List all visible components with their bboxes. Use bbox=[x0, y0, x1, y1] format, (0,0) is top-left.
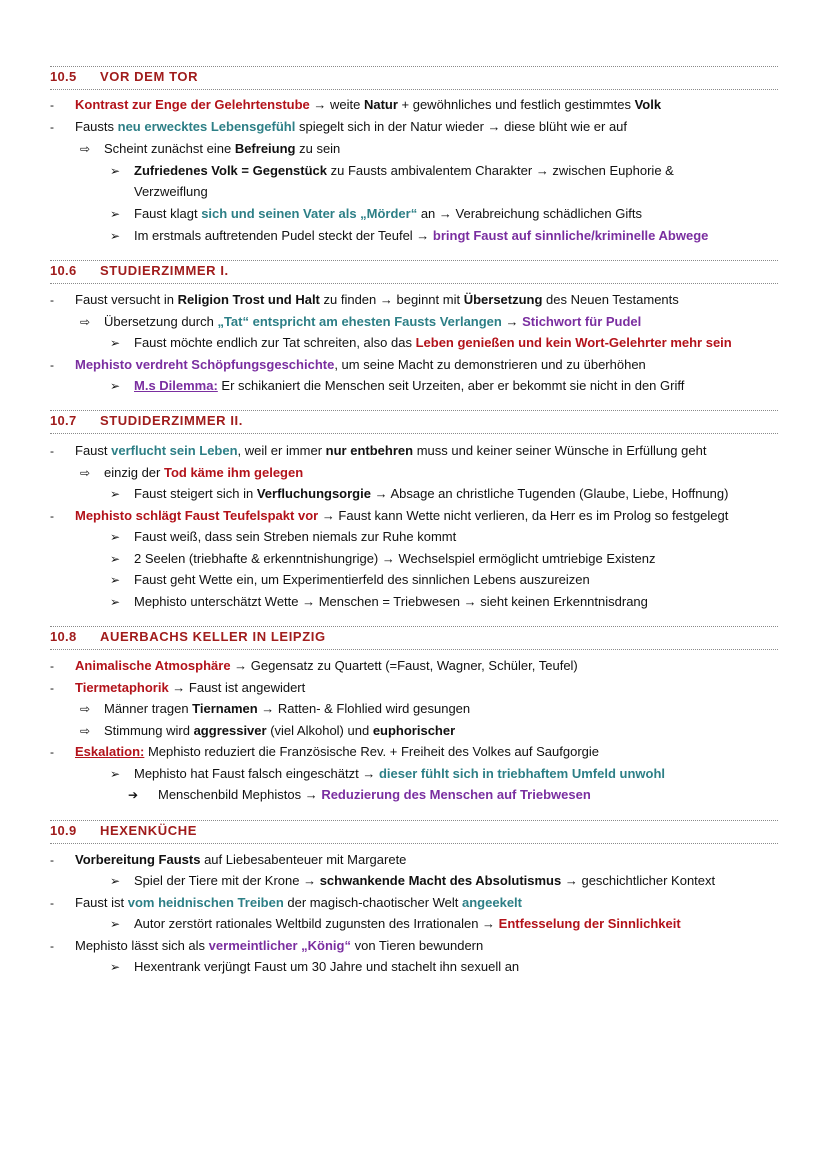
note-text: „Tat“ entspricht am ehesten Fausts Verlangen bbox=[217, 314, 502, 329]
note-text: Tiermetaphorik bbox=[75, 680, 169, 695]
arrowhead-bullet-icon: ➢ bbox=[110, 530, 121, 544]
note-text: Animalische Atmosphäre bbox=[75, 658, 231, 673]
note-text: Religion Trost und Halt bbox=[177, 292, 320, 307]
arrowhead-bullet-icon: ➢ bbox=[110, 874, 121, 888]
note-text: Männer tragen bbox=[104, 701, 193, 716]
note-text: Mephisto schlägt Faust Teufelspakt vor bbox=[75, 508, 319, 523]
note-line bbox=[50, 291, 679, 309]
arrow-bullet-icon: ⇨ bbox=[80, 315, 91, 329]
section-title: AUERBACHS KELLER IN LEIPZIG bbox=[100, 629, 326, 644]
section-number: 10.5 bbox=[50, 69, 77, 84]
note-text: sich und seinen Vater als „Mörder“ bbox=[201, 206, 418, 221]
note-text: Verzweiflung bbox=[134, 184, 208, 199]
note-text: Volk bbox=[634, 97, 662, 112]
note-text: schwankende Macht des Absolutismus bbox=[319, 873, 562, 888]
dash-bullet: - bbox=[50, 293, 54, 307]
section-heading bbox=[50, 626, 778, 650]
note-text: vermeintlicher „König“ bbox=[208, 938, 351, 953]
note-text: → Absage an christliche Tugenden (Glaube, Liebe, Hoffnung) bbox=[370, 486, 729, 501]
note-text: Faust steigert sich in bbox=[134, 486, 257, 501]
note-text: M.s Dilemma: bbox=[134, 378, 218, 393]
note-text: Autor zerstört rationales Weltbild zugunsten des Irrationalen → bbox=[134, 916, 499, 931]
dash-bullet: - bbox=[50, 98, 54, 112]
note-text: auf Liebesabenteuer mit Margarete bbox=[200, 852, 407, 867]
note-text: Vorbereitung Fausts bbox=[75, 852, 201, 867]
dash-bullet: - bbox=[50, 120, 54, 134]
section-title: HEXENKÜCHE bbox=[100, 823, 198, 838]
dash-bullet: - bbox=[50, 659, 54, 673]
note-text: + gewöhnliches und festlich gestimmtes bbox=[397, 97, 635, 112]
note-line bbox=[50, 96, 662, 114]
note-text: nur entbehren bbox=[325, 443, 414, 458]
dash-bullet: - bbox=[50, 681, 54, 695]
arrowhead-bullet-icon: ➢ bbox=[110, 487, 121, 501]
note-text: einzig der bbox=[104, 465, 164, 480]
note-text: Faust klagt bbox=[134, 206, 202, 221]
note-text: → Faust ist angewidert bbox=[168, 680, 306, 695]
note-text: → bbox=[501, 314, 523, 329]
note-text: , weil er immer bbox=[237, 443, 326, 458]
arrowhead-bullet-icon: ➢ bbox=[110, 207, 121, 221]
note-line bbox=[50, 356, 646, 374]
note-line bbox=[128, 786, 591, 804]
arrowhead-bullet-icon: ➢ bbox=[110, 552, 121, 566]
note-line bbox=[80, 722, 456, 740]
note-line bbox=[80, 313, 642, 331]
arrowhead-bullet-icon: ➢ bbox=[110, 379, 121, 393]
section-number: 10.7 bbox=[50, 413, 77, 428]
note-line bbox=[50, 894, 522, 912]
note-text: des Neuen Testaments bbox=[542, 292, 679, 307]
note-text: Stimmung wird bbox=[104, 723, 194, 738]
dash-bullet: - bbox=[50, 509, 54, 523]
note-line bbox=[110, 550, 656, 568]
section-heading bbox=[50, 820, 778, 844]
note-line bbox=[110, 162, 674, 180]
note-line bbox=[110, 227, 709, 245]
note-line bbox=[50, 851, 407, 869]
note-text: verflucht sein Leben bbox=[111, 443, 238, 458]
note-text: Scheint zunächst eine bbox=[104, 141, 235, 156]
note-text: an → Verabreichung schädlichen Gifts bbox=[417, 206, 642, 221]
note-text: Übersetzung durch bbox=[104, 314, 218, 329]
section-number: 10.9 bbox=[50, 823, 77, 838]
note-text: zu sein bbox=[295, 141, 341, 156]
note-line bbox=[80, 140, 341, 158]
note-text: Befreiung bbox=[234, 141, 296, 156]
note-text: spiegelt sich in der Natur wieder → diese blüht wie er auf bbox=[295, 119, 628, 134]
note-text: Fausts bbox=[75, 119, 118, 134]
note-line bbox=[50, 679, 306, 697]
arrowhead-bullet-icon: ➢ bbox=[110, 229, 121, 243]
note-text: 2 Seelen (triebhafte & erkenntnishungrige) → Wechselspiel ermöglicht umtriebige Existenz bbox=[134, 551, 656, 566]
note-text: bringt Faust auf sinnliche/kriminelle Abwege bbox=[432, 228, 709, 243]
arrow-bullet-icon: ⇨ bbox=[80, 142, 91, 156]
note-text: Mephisto verdreht Schöpfungsgeschichte bbox=[75, 357, 335, 372]
note-text: Spiel der Tiere mit der Krone → bbox=[134, 873, 320, 888]
section-title: VOR DEM TOR bbox=[100, 69, 199, 84]
note-text: → Gegensatz zu Quartett (=Faust, Wagner, Schüler, Teufel) bbox=[230, 658, 578, 673]
note-line bbox=[134, 183, 208, 201]
note-text: → Faust kann Wette nicht verlieren, da Herr es im Prolog so festgelegt bbox=[318, 508, 729, 523]
arrowhead-bullet-icon: ➢ bbox=[110, 164, 121, 178]
note-text: (viel Alkohol) und bbox=[266, 723, 373, 738]
arrowhead-bullet-icon: ➢ bbox=[110, 573, 121, 587]
section-title: STUDIDERZIMMER II. bbox=[100, 413, 243, 428]
note-text: → geschichtlicher Kontext bbox=[561, 873, 716, 888]
note-line bbox=[110, 593, 648, 611]
note-text: Im erstmals auftretenden Pudel steckt der Teufel → bbox=[134, 228, 433, 243]
note-text: Mephisto hat Faust falsch eingeschätzt → bbox=[134, 766, 379, 781]
note-text: , um seine Macht zu demonstrieren und zu überhöhen bbox=[334, 357, 646, 372]
note-text: → weite bbox=[309, 97, 364, 112]
note-text: Tod käme ihm gelegen bbox=[163, 465, 304, 480]
note-text: Faust bbox=[75, 443, 112, 458]
note-line bbox=[110, 765, 665, 783]
note-text: Faust möchte endlich zur Tat schreiten, also das bbox=[134, 335, 416, 350]
bold-arrow-bullet-icon: ➔ bbox=[128, 788, 139, 802]
note-text: Faust ist bbox=[75, 895, 128, 910]
note-text: aggressiver bbox=[193, 723, 267, 738]
section-number: 10.8 bbox=[50, 629, 77, 644]
note-text: Hexentrank verjüngt Faust um 30 Jahre und stachelt ihn sexuell an bbox=[134, 959, 520, 974]
note-line bbox=[110, 958, 520, 976]
note-text: Stichwort für Pudel bbox=[522, 314, 642, 329]
note-line bbox=[50, 442, 707, 460]
note-line bbox=[50, 507, 729, 525]
note-text: Verfluchungsorgie bbox=[256, 486, 371, 501]
note-text: Eskalation: bbox=[75, 744, 145, 759]
note-text: vom heidnischen Treiben bbox=[127, 895, 284, 910]
dash-bullet: - bbox=[50, 745, 54, 759]
note-line bbox=[110, 528, 457, 546]
note-line bbox=[110, 485, 729, 503]
note-text: von Tieren bewundern bbox=[350, 938, 484, 953]
dash-bullet: - bbox=[50, 358, 54, 372]
note-text: Übersetzung bbox=[463, 292, 543, 307]
note-text: zu Fausts ambivalentem Charakter → zwischen Euphorie & bbox=[327, 163, 674, 178]
section-heading bbox=[50, 410, 778, 434]
note-text: neu erwecktes Lebensgefühl bbox=[117, 119, 296, 134]
note-line bbox=[110, 571, 590, 589]
note-line bbox=[50, 657, 578, 675]
note-text: Zufriedenes Volk = Gegenstück bbox=[134, 163, 328, 178]
arrowhead-bullet-icon: ➢ bbox=[110, 960, 121, 974]
arrow-bullet-icon: ⇨ bbox=[80, 724, 91, 738]
note-text: Leben genießen und kein Wort-Gelehrter mehr sein bbox=[415, 335, 732, 350]
dash-bullet: - bbox=[50, 444, 54, 458]
dash-bullet: - bbox=[50, 896, 54, 910]
arrowhead-bullet-icon: ➢ bbox=[110, 595, 121, 609]
note-text: Mephisto reduziert die Französische Rev. + Freiheit des Volkes auf Saufgorgie bbox=[144, 744, 599, 759]
note-line bbox=[110, 205, 642, 223]
note-line bbox=[110, 334, 732, 352]
note-text: zu finden → beginnt mit bbox=[319, 292, 464, 307]
section-number: 10.6 bbox=[50, 263, 77, 278]
note-line bbox=[50, 937, 484, 955]
note-text: Entfesselung der Sinnlichkeit bbox=[498, 916, 681, 931]
note-text: muss und keiner seiner Wünsche in Erfüllung geht bbox=[413, 443, 707, 458]
note-text: Faust versucht in bbox=[75, 292, 178, 307]
note-line bbox=[110, 872, 716, 890]
section-title: STUDIERZIMMER I. bbox=[100, 263, 229, 278]
note-text: Mephisto lässt sich als bbox=[75, 938, 209, 953]
arrow-bullet-icon: ⇨ bbox=[80, 702, 91, 716]
note-line bbox=[80, 464, 304, 482]
section-heading bbox=[50, 260, 778, 284]
arrowhead-bullet-icon: ➢ bbox=[110, 917, 121, 931]
arrowhead-bullet-icon: ➢ bbox=[110, 767, 121, 781]
note-text: Tiernamen bbox=[192, 701, 258, 716]
arrow-bullet-icon: ⇨ bbox=[80, 466, 91, 480]
note-text: euphorischer bbox=[372, 723, 456, 738]
arrowhead-bullet-icon: ➢ bbox=[110, 336, 121, 350]
note-line bbox=[50, 118, 628, 136]
note-text: angeekelt bbox=[462, 895, 522, 910]
note-text: Mephisto unterschätzt Wette → Menschen = Triebwesen → sieht keinen Erkenntnisdrang bbox=[134, 594, 648, 609]
section-heading bbox=[50, 66, 778, 90]
note-text: Natur bbox=[363, 97, 398, 112]
note-text: Er schikaniert die Menschen seit Urzeiten, aber er bekommt sie nicht in den Griff bbox=[217, 378, 685, 393]
note-line bbox=[110, 915, 681, 933]
note-text: dieser fühlt sich in triebhaftem Umfeld unwohl bbox=[378, 766, 665, 781]
dash-bullet: - bbox=[50, 939, 54, 953]
note-line bbox=[80, 700, 471, 718]
dash-bullet: - bbox=[50, 853, 54, 867]
note-line bbox=[110, 377, 685, 395]
note-text: der magisch-chaotischer Welt bbox=[283, 895, 463, 910]
note-text: → Ratten- & Flohlied wird gesungen bbox=[257, 701, 471, 716]
note-text: Menschenbild Mephistos → bbox=[158, 787, 322, 802]
note-text: Kontrast zur Enge der Gelehrtenstube bbox=[75, 97, 310, 112]
note-text: Faust geht Wette ein, um Experimentierfeld des sinnlichen Lebens auszureizen bbox=[134, 572, 590, 587]
note-text: Reduzierung des Menschen auf Triebwesen bbox=[321, 787, 591, 802]
note-line bbox=[50, 743, 599, 761]
note-text: Faust weiß, dass sein Streben niemals zur Ruhe kommt bbox=[134, 529, 457, 544]
